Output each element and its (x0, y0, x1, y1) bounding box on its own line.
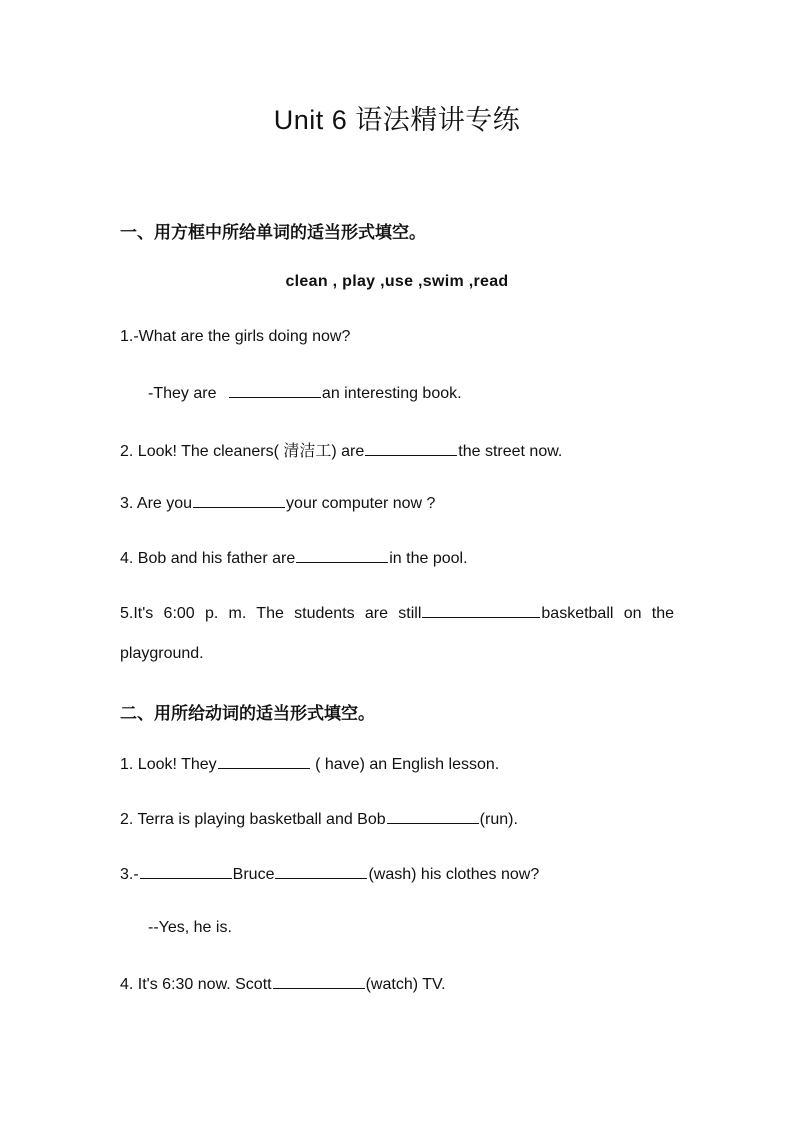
answer-blank[interactable] (140, 864, 232, 879)
s1-q1-text: 1.-What are the girls doing now? (120, 328, 351, 345)
s2-q4-before: 4. It's 6:30 now. Scott (120, 976, 272, 993)
s1-q5-after: basketball on the (541, 605, 674, 622)
answer-blank[interactable] (387, 809, 479, 824)
s1-q3 (120, 493, 435, 513)
s1-q4 (120, 548, 468, 568)
s2-q3-after: (wash) his clothes now? (368, 866, 540, 883)
page-title: Unit 6 语法精讲专练 (273, 105, 521, 135)
answer-blank[interactable] (275, 864, 367, 879)
s2-q2 (120, 809, 518, 829)
s2-q1-after: ( have) an English lesson. (310, 756, 500, 773)
s1-q5-continuation: playground. (120, 645, 204, 662)
s1-q2-before: 2. Look! The cleaners( 清洁工) are (120, 443, 365, 460)
answer-blank[interactable] (193, 493, 285, 508)
s1-q5-before: 5.It's 6:00 p. m. The students are still (120, 605, 422, 622)
s1-q3-before: 3. Are you (120, 495, 193, 512)
s1-q1-answer (148, 383, 462, 403)
s1-q4-before: 4. Bob and his father are (120, 550, 296, 567)
s2-q4-after: (watch) TV. (365, 976, 446, 993)
s1-q1-answer-after: an interesting book. (321, 385, 462, 402)
answer-blank[interactable] (422, 603, 540, 618)
word-box: clean , play ,use ,swim ,read (285, 273, 509, 290)
answer-blank[interactable] (273, 974, 365, 989)
s1-q1-question (120, 328, 350, 346)
s1-q2-after: the street now. (458, 443, 563, 460)
s1-q4-after: in the pool. (389, 550, 468, 567)
s1-q1-answer-before: -They are (148, 385, 221, 402)
answer-blank[interactable] (229, 383, 321, 398)
s2-q1-before: 1. Look! They (120, 756, 217, 773)
section-2-heading: 二、用所给动词的适当形式填空。 (120, 704, 375, 724)
s2-q3-before: 3.- (120, 866, 139, 883)
s2-q2-after: (run). (479, 811, 518, 828)
s2-q2-before: 2. Terra is playing basketball and Bob (120, 811, 386, 828)
s1-q5 (120, 603, 674, 623)
s1-q3-after: your computer now ? (286, 495, 436, 512)
s2-q3 (120, 864, 539, 884)
answer-blank[interactable] (218, 754, 310, 769)
s1-q2 (120, 438, 562, 461)
section-1-heading: 一、用方框中所给单词的适当形式填空。 (120, 223, 426, 243)
s2-q3-middle: Bruce (232, 866, 275, 883)
answer-blank[interactable] (296, 548, 388, 563)
s2-q4 (120, 974, 446, 994)
s2-q3-answer: --Yes, he is. (148, 919, 232, 936)
answer-blank[interactable] (365, 441, 457, 456)
s2-q1 (120, 754, 499, 774)
